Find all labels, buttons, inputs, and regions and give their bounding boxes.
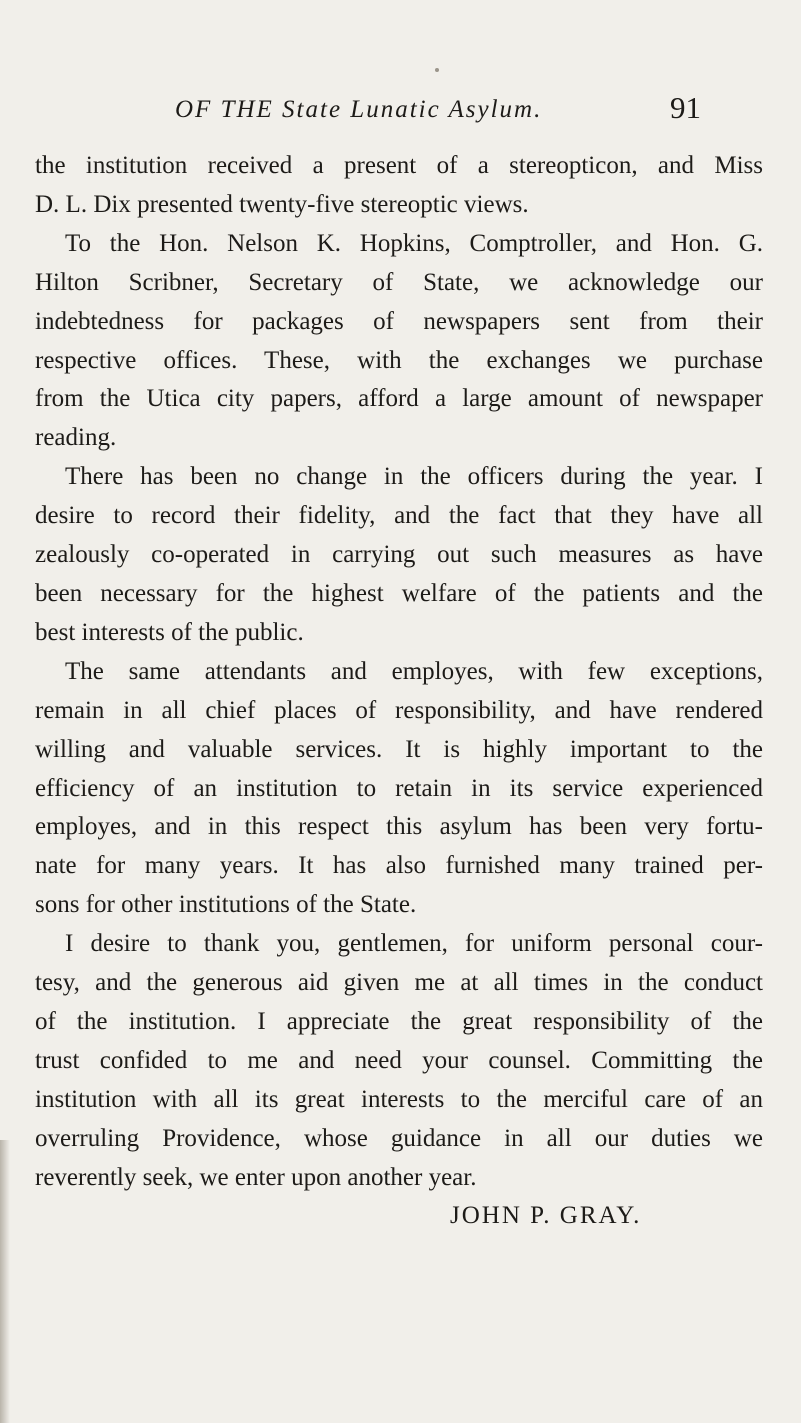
text-line: reading. [35,424,117,452]
text-line: willing and valuable services. It is highly important to the [35,735,763,763]
text-line: zealously co-operated in carrying out such measures as have [35,541,763,569]
text-line: respective offices. These, with the exchanges we purchase [35,346,763,374]
text-line: The same attendants and employes, with few exceptions, [65,657,763,685]
text-line: sons for other institutions of the State. [35,891,417,919]
text-line: trust confided to me and need your counsel. Committing the [35,1046,763,1074]
text-line: D. L. Dix presented twenty-five stereoptic views. [35,190,529,218]
text-line: best interests of the public. [35,618,304,646]
running-title: OF THE State Lunatic Asylum. [175,96,543,123]
text-line: from the Utica city papers, afford a large amount of newspaper [35,385,763,413]
page-number: 91 [670,90,701,125]
text-line: employes, and in this respect this asylum has been very fortu- [35,813,763,841]
text-line: the institution received a present of a stereopticon, and Miss [35,152,763,179]
text-line: remain in all chief places of responsibility, and have rendered [35,696,763,724]
text-line: reverently seek, we enter upon another year. [35,1163,477,1191]
text-line: institution with all its great interests to the merciful care of an [35,1085,763,1113]
text-line: I desire to thank you, gentlemen, for uniform personal cour- [65,930,763,958]
signature: JOHN P. GRAY. [450,1202,642,1230]
running-header [175,90,701,136]
text-line: been necessary for the highest welfare of the patients and the [35,579,763,607]
text-line: of the institution. I appreciate the great responsibility of the [35,1007,763,1035]
ink-speck [435,68,439,72]
page-edge-shadow [0,1140,10,1423]
text-line: Hilton Scribner, Secretary of State, we acknowledge our [35,268,763,296]
text-line: tesy, and the generous aid given me at all times in the conduct [35,969,763,997]
text-line: overruling Providence, whose guidance in all our duties we [35,1124,763,1152]
text-line: efficiency of an institution to retain in its service experienced [35,774,763,802]
text-line: To the Hon. Nelson K. Hopkins, Comptroller, and Hon. G. [65,229,763,257]
text-line: nate for many years. It has also furnished many trained per- [35,852,763,880]
body-text [35,147,763,1236]
text-line: There has been no change in the officers during the year. I [65,463,763,491]
text-line: indebtedness for packages of newspapers sent from their [35,307,763,335]
text-line: desire to record their fidelity, and the fact that they have all [35,502,763,530]
